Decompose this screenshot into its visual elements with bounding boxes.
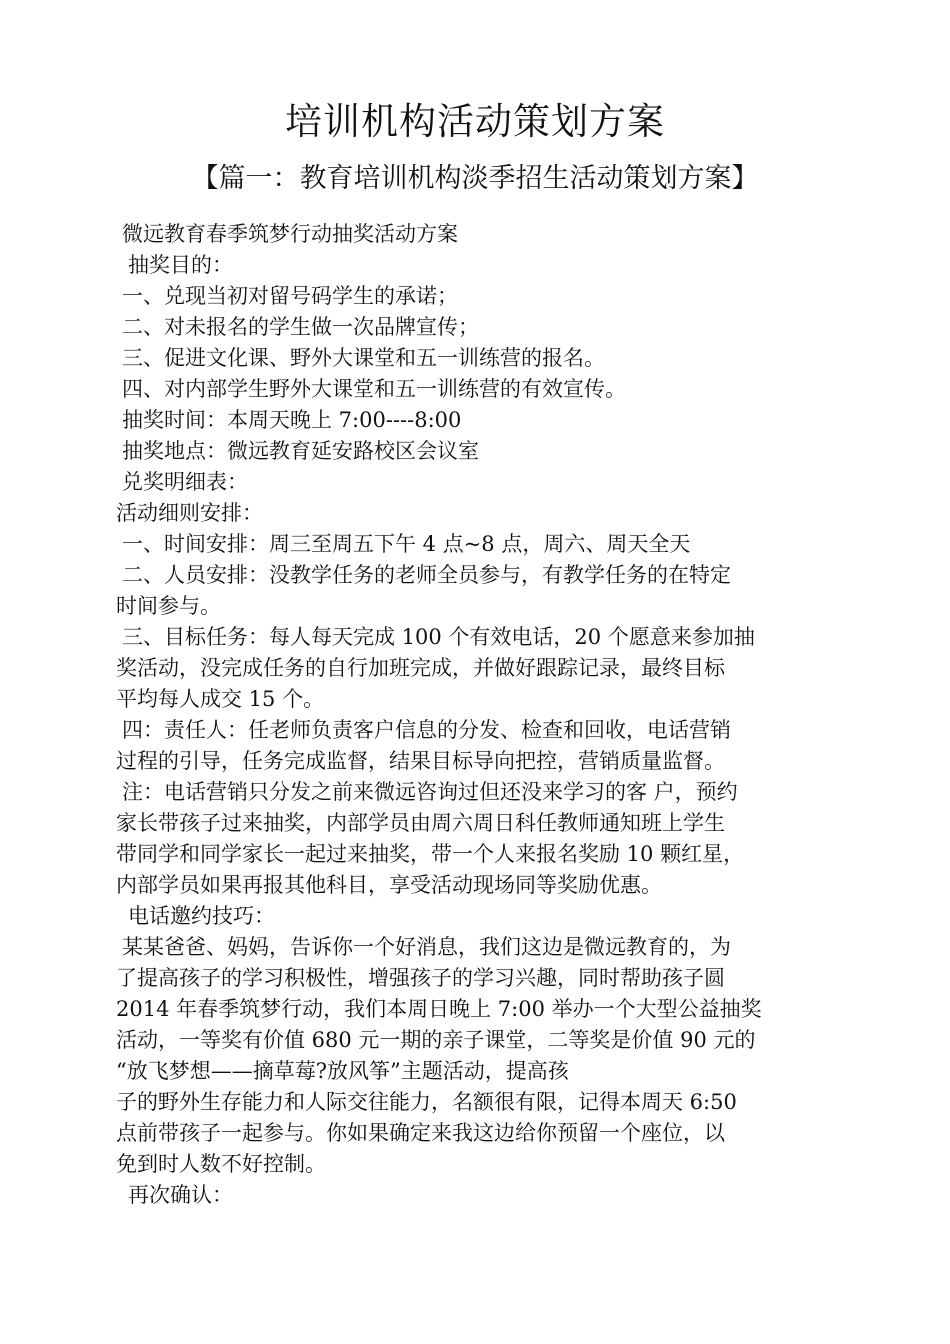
text-line: 兑奖明细表： (122, 470, 248, 494)
document-title: 培训机构活动策划方案 (285, 100, 665, 143)
text-line: 时间参与。 (116, 594, 221, 618)
text-line: 活动，一等奖有价值 680 元一期的亲子课堂，二等奖是价值 90 元的 (116, 1028, 756, 1052)
text-line: 子的野外生存能力和人际交往能力，名额很有限，记得本周天 6:50 (116, 1090, 737, 1114)
text-line: 四：责任人：任老师负责客户信息的分发、检查和回收，电话营销 (122, 718, 731, 742)
text-line: 抽奖目的： (128, 253, 233, 277)
text-line: 注：电话营销只分发之前来微远咨询过但还没来学习的客 户，预约 (122, 780, 738, 804)
text-line: 微远教育春季筑梦行动抽奖活动方案 (122, 222, 458, 246)
text-line: 平均每人成交 15 个。 (116, 687, 325, 711)
text-line: 三、目标任务：每人每天完成 100 个有效电话，20 个愿意来参加抽 (122, 625, 755, 649)
text-line: 了提高孩子的学习积极性，增强孩子的学习兴趣，同时帮助孩子圆 (116, 966, 725, 990)
document-subtitle: 【篇一：教育培训机构淡季招生活动策划方案】 (191, 163, 759, 194)
text-line: 奖活动，没完成任务的自行加班完成，并做好跟踪记录，最终目标 (116, 656, 725, 680)
text-line: 带同学和同学家长一起过来抽奖，带一个人来报名奖励 10 颗红星， (116, 842, 745, 866)
text-line: 三、促进文化课、野外大课堂和五一训练营的报名。 (122, 346, 605, 370)
text-line: 抽奖时间：本周天晚上 7:00----8:00 (122, 408, 462, 432)
text-line: 免到时人数不好控制。 (116, 1152, 326, 1176)
text-line: 2014 年春季筑梦行动，我们本周日晚上 7:00 举办一个大型公益抽奖 (116, 997, 762, 1021)
text-line: 四、对内部学生野外大课堂和五一训练营的有效宣传。 (122, 377, 626, 401)
text-line: 二、对未报名的学生做一次品牌宣传； (122, 315, 479, 339)
text-line: 过程的引导，任务完成监督，结果目标导向把控，营销质量监督。 (116, 749, 725, 773)
text-line: 某某爸爸、妈妈，告诉你一个好消息，我们这边是微远教育的，为 (122, 935, 731, 959)
document-body (116, 219, 836, 1211)
text-line: 再次确认： (128, 1183, 233, 1207)
text-line: 点前带孩子一起参与。你如果确定来我这边给你预留一个座位，以 (116, 1121, 725, 1145)
text-line: 电话邀约技巧： (128, 904, 275, 928)
text-line: 内部学员如果再报其他科目，享受活动现场同等奖励优惠。 (116, 873, 662, 897)
text-line: 活动细则安排： (116, 501, 263, 525)
text-line: 一、时间安排：周三至周五下午 4 点~8 点，周六、周天全天 (122, 532, 691, 556)
text-line: 二、人员安排：没教学任务的老师全员参与，有教学任务的在特定 (122, 563, 731, 587)
text-line: 家长带孩子过来抽奖，内部学员由周六周日科任教师通知班上学生 (116, 811, 725, 835)
text-line: “放飞梦想——摘草莓?放风筝”主题活动，提高孩 (116, 1059, 569, 1083)
text-line: 抽奖地点：微远教育延安路校区会议室 (122, 439, 479, 463)
text-line: 一、兑现当初对留号码学生的承诺； (122, 284, 458, 308)
